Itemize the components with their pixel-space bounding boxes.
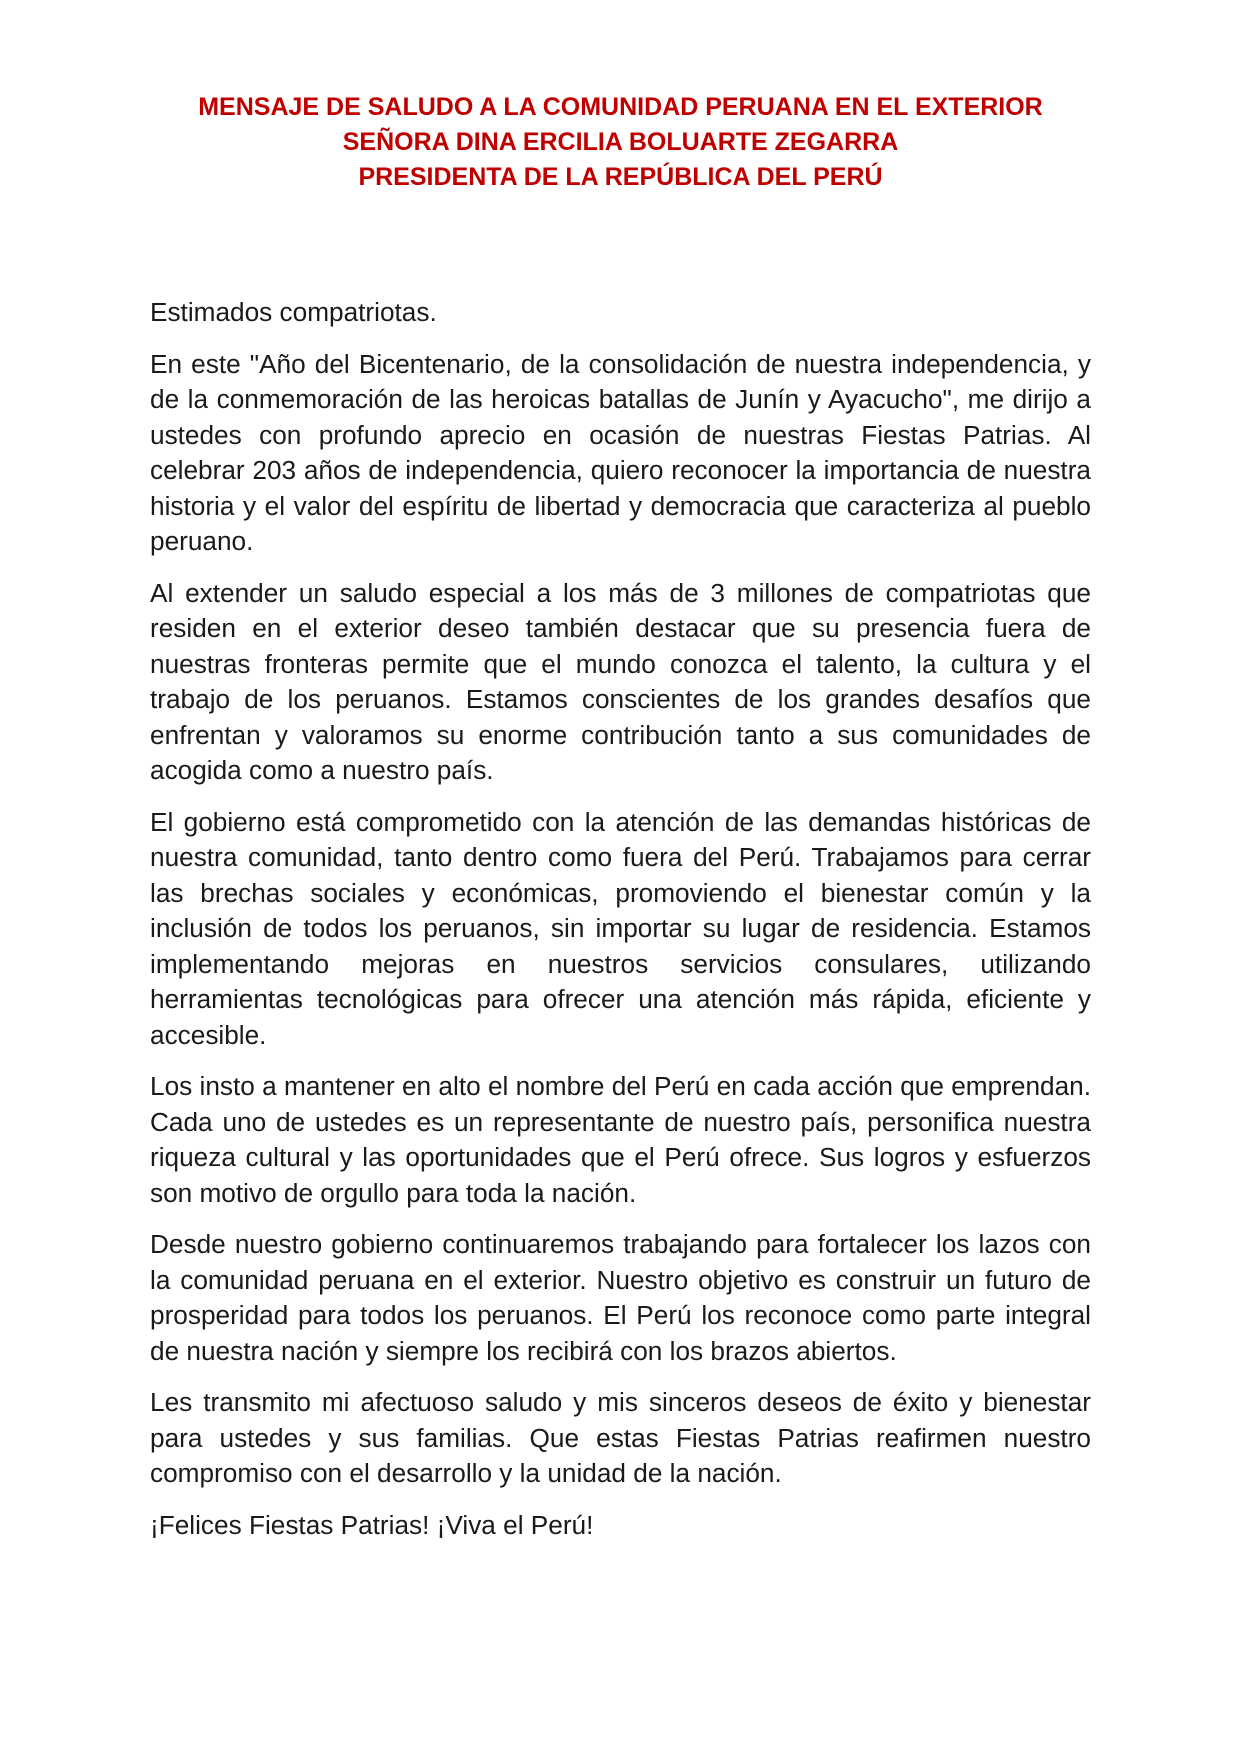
title-line-2: SEÑORA DINA ERCILIA BOLUARTE ZEGARRA [342, 128, 899, 156]
paragraph-3: El gobierno está comprometido con la atención de las demandas históricas de nuestra comunidad, tanto dentro como fuera del Perú. Trabajamos para cerrar las brechas sociales y económicas, promoviendo el bienestar común y la inclusión de todos los peruanos, sin importar su lugar de residencia. Estamos implementando mejoras en nuestros servicios consulares, utilizando herramientas tecnológicas para ofrecer una atención más rápida, eficiente y accesible. [150, 806, 1091, 1050]
paragraph-4: Los insto a mantener en alto el nombre del Perú en cada acción que emprendan. Cada uno de ustedes es un representante de nuestro país, personifica nuestra riqueza cultural y las oportunidades que el Perú ofrece. Sus logros y esfuerzos son motivo de orgullo para toda la nación. [150, 1071, 1091, 1208]
title-line-1: MENSAJE DE SALUDO A LA COMUNIDAD PERUANA EN EL EXTERIOR [198, 93, 1043, 121]
paragraph-1: En este "Año del Bicentenario, de la consolidación de nuestra independencia, y de la conmemoración de las heroicas batallas de Junín y Ayacucho", me dirijo a ustedes con profundo aprecio en ocasión de nuestras Fiestas Patrias. Al celebrar 203 años de independencia, quiero reconocer la importancia de nuestra historia y el valor del espíritu de libertad y democracia que caracteriza al pueblo peruano. [150, 348, 1091, 556]
paragraph-6: Les transmito mi afectuoso saludo y mis sinceros deseos de éxito y bienestar para ustedes y sus familias. Que estas Fiestas Patrias reafirmen nuestro compromiso con el desarrollo y la unidad de la nación. [150, 1387, 1091, 1488]
document-title [150, 90, 1091, 195]
paragraph-5: Desde nuestro gobierno continuaremos trabajando para fortalecer los lazos con la comunidad peruana en el exterior. Nuestro objetivo es construir un futuro de prosperidad para todos los peruanos. El Perú los reconoce como parte integral de nuestra nación y siempre los recibirá con los brazos abiertos. [150, 1229, 1091, 1366]
greeting: Estimados compatriotas. [150, 297, 437, 327]
paragraph-2: Al extender un saludo especial a los más de 3 millones de compatriotas que residen en el exterior deseo también destacar que su presencia fuera de nuestras fronteras permite que el mundo conozca el talento, la cultura y el trabajo de los peruanos. Estamos conscientes de los grandes desafíos que enfrentan y valoramos su enorme contribución tanto a sus comunidades de acogida como a nuestro país. [150, 577, 1091, 785]
document-body [150, 295, 1091, 1543]
closing-line: ¡Felices Fiestas Patrias! ¡Viva el Perú! [150, 1509, 594, 1540]
title-line-3: PRESIDENTA DE LA REPÚBLICA DEL PERÚ [358, 163, 883, 191]
